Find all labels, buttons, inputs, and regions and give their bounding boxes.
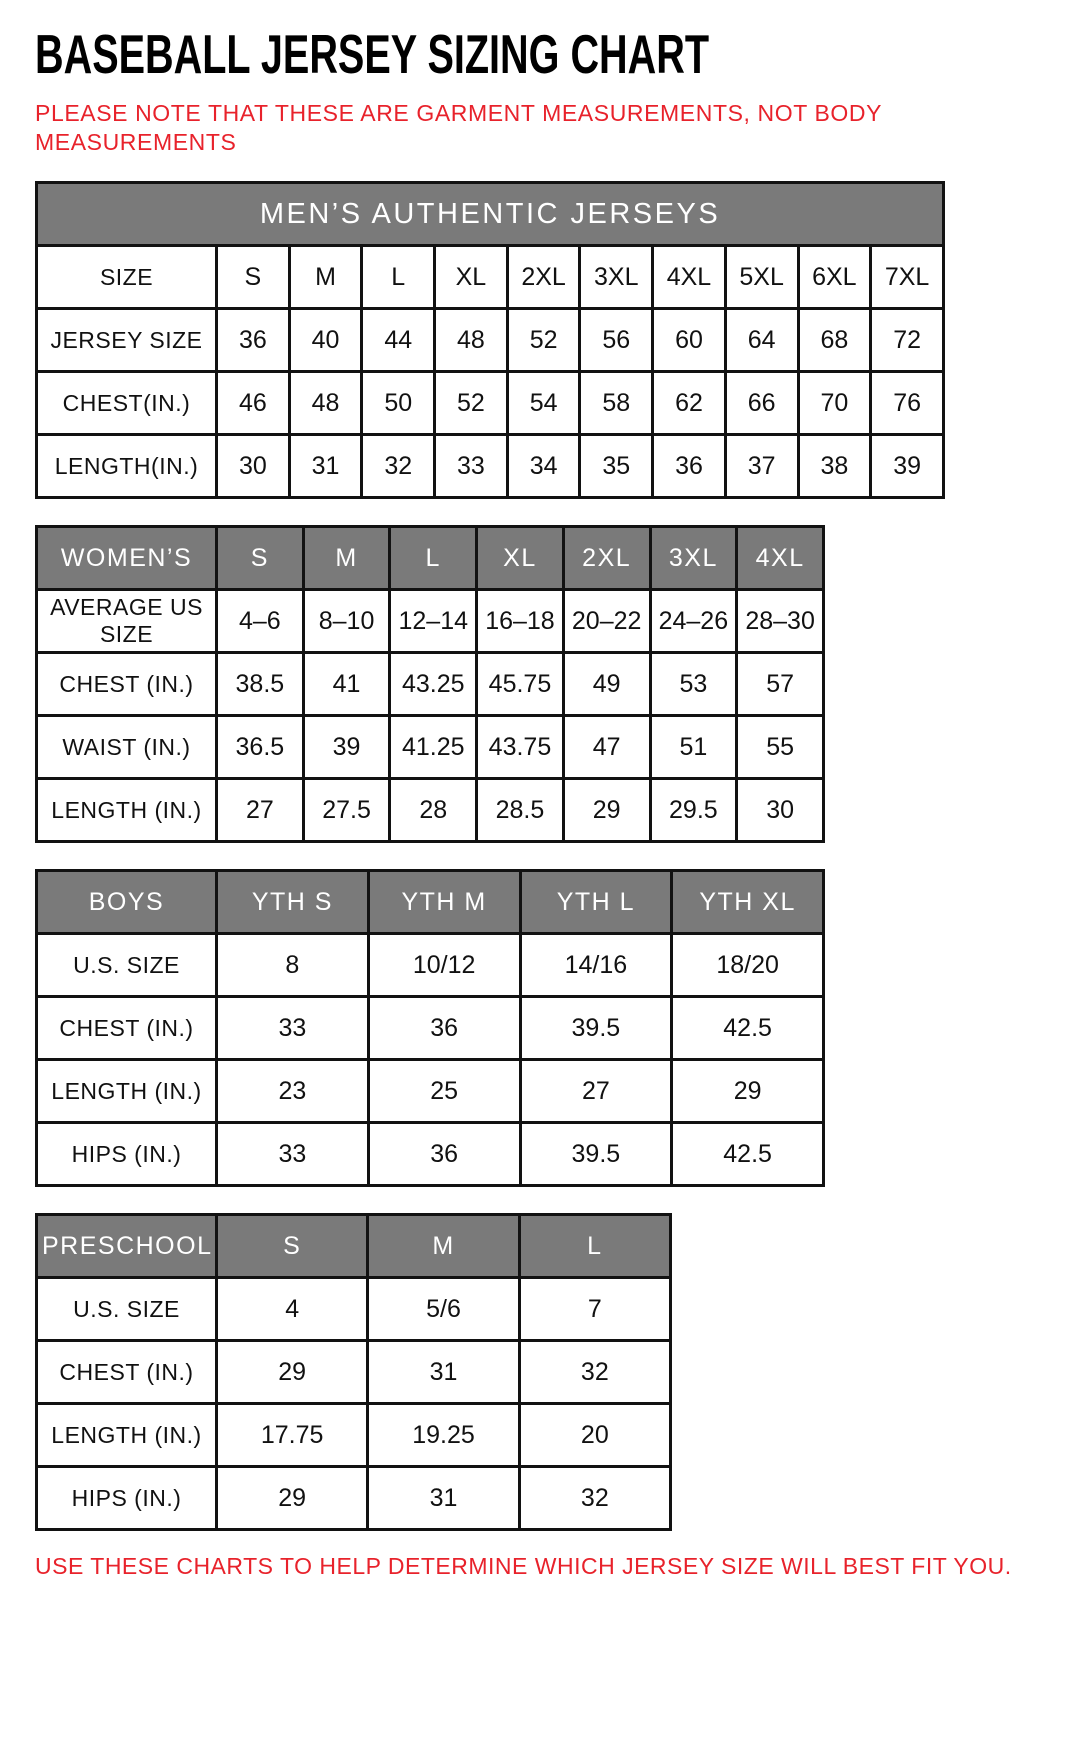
table-row <box>37 997 824 1060</box>
table-cell: 48 <box>289 372 362 435</box>
table-cell: 14/16 <box>520 934 672 997</box>
table-cell: 29 <box>217 1467 368 1530</box>
row-label: CHEST (IN.) <box>37 653 217 716</box>
table-cell: 28 <box>390 779 477 842</box>
table-cell: 40 <box>289 309 362 372</box>
table-cell: 32 <box>519 1467 670 1530</box>
table-cell: 39 <box>871 435 944 498</box>
table-cell: 16–18 <box>477 590 564 653</box>
table-cell: 60 <box>653 309 726 372</box>
table-cell: 12–14 <box>390 590 477 653</box>
table-row <box>37 1060 824 1123</box>
table-cell: 43.75 <box>477 716 564 779</box>
table-row <box>37 246 944 309</box>
row-label: HIPS (IN.) <box>37 1467 217 1530</box>
column-header-m: M <box>368 1215 519 1278</box>
column-header-m: M <box>303 527 390 590</box>
table-cell: 36 <box>368 997 520 1060</box>
table-cell: 33 <box>435 435 508 498</box>
table-cell: 38.5 <box>217 653 304 716</box>
table-cell: 38 <box>798 435 871 498</box>
table-cell: 39.5 <box>520 997 672 1060</box>
table-cell: 4XL <box>653 246 726 309</box>
banner-row <box>37 183 944 246</box>
table-row <box>37 653 824 716</box>
table-cell: 52 <box>507 309 580 372</box>
preschool-sizing-table <box>35 1213 1047 1531</box>
table-cell: 20–22 <box>563 590 650 653</box>
table-cell: 42.5 <box>672 997 824 1060</box>
table-cell: 52 <box>435 372 508 435</box>
table-cell: L <box>362 246 435 309</box>
header-row <box>37 527 824 590</box>
table-cell: 39.5 <box>520 1123 672 1186</box>
preschool-header-label: PRESCHOOL <box>37 1215 217 1278</box>
table-cell: 50 <box>362 372 435 435</box>
table-cell: 8 <box>217 934 369 997</box>
column-header-yth-xl: YTH XL <box>672 871 824 934</box>
table-cell: 8–10 <box>303 590 390 653</box>
row-label: SIZE <box>37 246 217 309</box>
table-cell: 76 <box>871 372 944 435</box>
table-cell: 72 <box>871 309 944 372</box>
table-row <box>37 372 944 435</box>
table-row <box>37 716 824 779</box>
table-cell: 29.5 <box>650 779 737 842</box>
row-label: JERSEY SIZE <box>37 309 217 372</box>
table-cell: 31 <box>368 1467 519 1530</box>
column-header-yth-s: YTH S <box>217 871 369 934</box>
table-cell: M <box>289 246 362 309</box>
column-header-l: L <box>390 527 477 590</box>
table-cell: 62 <box>653 372 726 435</box>
column-header-3xl: 3XL <box>650 527 737 590</box>
table-cell: 29 <box>563 779 650 842</box>
table-cell: 10/12 <box>368 934 520 997</box>
row-label: HIPS (IN.) <box>37 1123 217 1186</box>
column-header-yth-m: YTH M <box>368 871 520 934</box>
table-row <box>37 1278 671 1341</box>
fit-advice-footer: USE THESE CHARTS TO HELP DETERMINE WHICH JERSEY SIZE WILL BEST FIT YOU. <box>35 1553 1012 1580</box>
table-cell: 7 <box>519 1278 670 1341</box>
table-cell: 70 <box>798 372 871 435</box>
table-cell: 4 <box>217 1278 368 1341</box>
table-cell: 23 <box>217 1060 369 1123</box>
garment-measurement-note: PLEASE NOTE THAT THESE ARE GARMENT MEASUREMENTS, NOT BODY MEASUREMENTS <box>35 99 882 155</box>
mens-grid <box>35 181 945 499</box>
table-cell: 49 <box>563 653 650 716</box>
column-header-xl: XL <box>477 527 564 590</box>
column-header-yth-l: YTH L <box>520 871 672 934</box>
page-title: BASEBALL JERSEY SIZING CHART <box>35 23 710 85</box>
table-cell: 56 <box>580 309 653 372</box>
table-cell: 20 <box>519 1404 670 1467</box>
table-cell: 5/6 <box>368 1278 519 1341</box>
row-label: CHEST (IN.) <box>37 997 217 1060</box>
table-row <box>37 779 824 842</box>
table-cell: 7XL <box>871 246 944 309</box>
table-cell: 43.25 <box>390 653 477 716</box>
table-cell: 33 <box>217 1123 369 1186</box>
table-cell: 41.25 <box>390 716 477 779</box>
row-label: LENGTH (IN.) <box>37 779 217 842</box>
column-header-l: L <box>519 1215 670 1278</box>
row-label: WAIST (IN.) <box>37 716 217 779</box>
boys-sizing-table <box>35 869 1047 1187</box>
row-label: LENGTH (IN.) <box>37 1060 217 1123</box>
header-row <box>37 871 824 934</box>
table-cell: 47 <box>563 716 650 779</box>
table-cell: 42.5 <box>672 1123 824 1186</box>
table-cell: 31 <box>289 435 362 498</box>
table-cell: 28.5 <box>477 779 564 842</box>
table-cell: 64 <box>725 309 798 372</box>
table-cell: 30 <box>737 779 824 842</box>
table-cell: 66 <box>725 372 798 435</box>
sizing-chart-page <box>35 24 1047 1580</box>
womens-sizing-table <box>35 525 1047 843</box>
table-cell: 36 <box>653 435 726 498</box>
table-cell: 36 <box>368 1123 520 1186</box>
table-cell: 44 <box>362 309 435 372</box>
table-cell: 39 <box>303 716 390 779</box>
row-label: LENGTH (IN.) <box>37 1404 217 1467</box>
column-header-s: S <box>217 527 304 590</box>
table-row <box>37 590 824 653</box>
table-cell: 5XL <box>725 246 798 309</box>
row-label: U.S. SIZE <box>37 934 217 997</box>
table-row <box>37 309 944 372</box>
row-label: CHEST(IN.) <box>37 372 217 435</box>
table-cell: 36 <box>217 309 290 372</box>
table-cell: 37 <box>725 435 798 498</box>
row-label: CHEST (IN.) <box>37 1341 217 1404</box>
header-row <box>37 1215 671 1278</box>
table-cell: 45.75 <box>477 653 564 716</box>
column-header-2xl: 2XL <box>563 527 650 590</box>
table-cell: 68 <box>798 309 871 372</box>
table-cell: 27 <box>217 779 304 842</box>
table-cell: 36.5 <box>217 716 304 779</box>
table-cell: 46 <box>217 372 290 435</box>
column-header-s: S <box>217 1215 368 1278</box>
row-label: AVERAGE US SIZE <box>37 590 217 653</box>
preschool-grid <box>35 1213 672 1531</box>
table-cell: 30 <box>217 435 290 498</box>
table-cell: 29 <box>672 1060 824 1123</box>
table-cell: 27 <box>520 1060 672 1123</box>
boys-header-label: BOYS <box>37 871 217 934</box>
womens-grid <box>35 525 825 843</box>
table-cell: S <box>217 246 290 309</box>
table-cell: 54 <box>507 372 580 435</box>
table-cell: 33 <box>217 997 369 1060</box>
mens-banner: MEN’S AUTHENTIC JERSEYS <box>37 183 944 246</box>
table-cell: 19.25 <box>368 1404 519 1467</box>
table-cell: 41 <box>303 653 390 716</box>
mens-authentic-jerseys-table <box>35 181 1047 499</box>
table-cell: 34 <box>507 435 580 498</box>
boys-grid <box>35 869 825 1187</box>
table-cell: 58 <box>580 372 653 435</box>
table-row <box>37 1404 671 1467</box>
table-cell: 29 <box>217 1341 368 1404</box>
table-row <box>37 1123 824 1186</box>
table-cell: 28–30 <box>737 590 824 653</box>
table-cell: 24–26 <box>650 590 737 653</box>
table-cell: 48 <box>435 309 508 372</box>
row-label: U.S. SIZE <box>37 1278 217 1341</box>
table-cell: XL <box>435 246 508 309</box>
table-cell: 3XL <box>580 246 653 309</box>
table-cell: 57 <box>737 653 824 716</box>
table-row <box>37 435 944 498</box>
table-cell: 17.75 <box>217 1404 368 1467</box>
table-cell: 32 <box>519 1341 670 1404</box>
table-cell: 35 <box>580 435 653 498</box>
table-cell: 51 <box>650 716 737 779</box>
table-cell: 32 <box>362 435 435 498</box>
table-row <box>37 1341 671 1404</box>
table-cell: 53 <box>650 653 737 716</box>
table-cell: 27.5 <box>303 779 390 842</box>
table-cell: 25 <box>368 1060 520 1123</box>
table-cell: 31 <box>368 1341 519 1404</box>
table-cell: 2XL <box>507 246 580 309</box>
table-cell: 18/20 <box>672 934 824 997</box>
womens-header-label: WOMEN’S <box>37 527 217 590</box>
column-header-4xl: 4XL <box>737 527 824 590</box>
table-row <box>37 934 824 997</box>
row-label: LENGTH(IN.) <box>37 435 217 498</box>
table-cell: 4–6 <box>217 590 304 653</box>
table-cell: 55 <box>737 716 824 779</box>
table-row <box>37 1467 671 1530</box>
table-cell: 6XL <box>798 246 871 309</box>
